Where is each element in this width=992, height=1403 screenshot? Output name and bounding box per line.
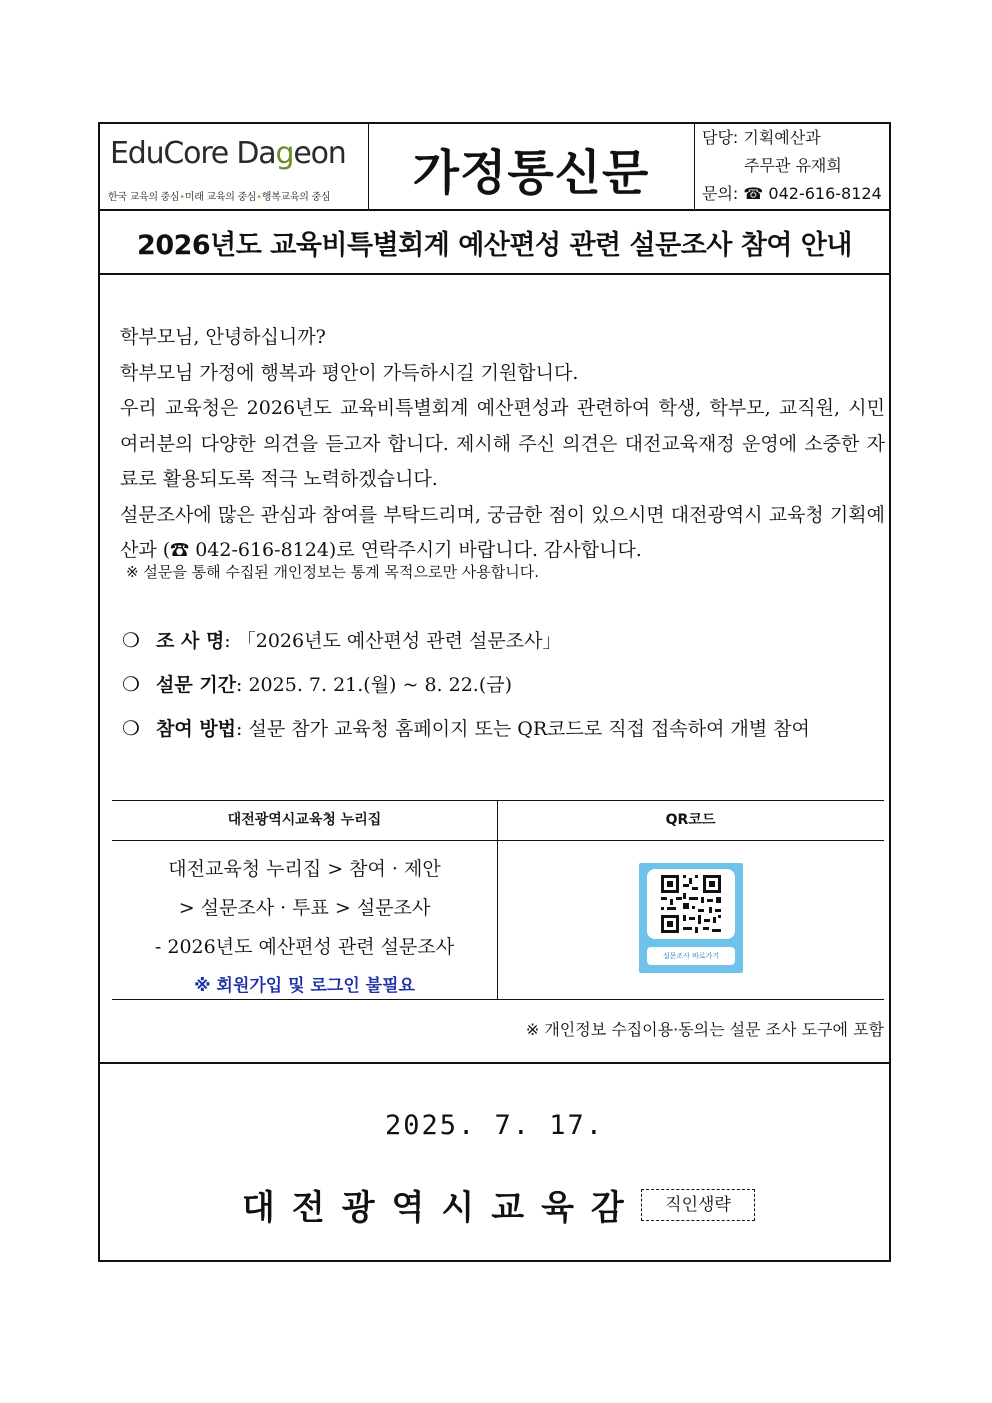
contact-paragraph: 설문조사에 많은 관심과 참여를 부탁드리며, 궁금한 점이 있으시면 대전광역시 교육청 기획예산과 (☎ 042-616-8124)로 연락주시기 바랍니다. 감사합니다. (120, 503, 885, 561)
privacy-consent-note: ※ 개인정보 수집이용·동의는 설문 조사 도구에 포함 (525, 1020, 884, 1039)
logo-slogan-2: 미래 교육의 중심 (184, 192, 257, 203)
bullet-value: : 「2026년도 예산편성 관련 설문조사」 (224, 630, 562, 652)
purpose-paragraph: 우리 교육청은 2026년도 교육비특별회계 예산편성과 관련하여 학생, 학부모, 교직원, 시민 여러분의 다양한 의견을 듣고자 합니다. 제시해 주신 의견은 대전교육재정 운영에 소중한 자료로 활용되도록 적극 노력하겠습니다. (120, 397, 885, 490)
greeting: 학부모님, 안녕하십니까? (120, 326, 326, 348)
circle-bullet-icon: ❍ (122, 672, 140, 696)
contact-officer: 주무관 유재희 (744, 156, 842, 175)
path-line-3: - 2026년도 예산편성 관련 설문조사 (154, 936, 455, 958)
bullet-participation-method (122, 714, 810, 741)
qr-caption: 설문조사 바로가기 (647, 947, 735, 965)
page-title: 가정통신문 (412, 145, 650, 201)
bullet-label: 조 사 명 (156, 630, 225, 652)
bullet-value: : 설문 참가 교육청 홈페이지 또는 QR코드로 직접 접속하여 개별 참여 (236, 718, 810, 740)
circle-bullet-icon: ❍ (122, 716, 140, 740)
issue-date: 2025. 7. 17. (384, 1110, 605, 1141)
bullet-survey-period (122, 670, 512, 697)
logo-slogan-3: 행복교육의 중심 (261, 192, 331, 203)
logo-wordmark-part1: EduCore Da (110, 136, 276, 171)
table-header-border (112, 840, 884, 841)
contact-department: 담당: 기획예산과 (702, 128, 821, 147)
notice-subtitle: 2026년도 교육비특별회계 예산편성 관련 설문조사 참여 안내 (137, 230, 852, 261)
dot-icon: • (256, 192, 262, 203)
logo-slogan (108, 188, 330, 203)
dot-icon: • (179, 192, 185, 203)
bullet-label: 설문 기간 (156, 674, 237, 696)
path-line-2: > 설문조사 · 투표 > 설문조사 (178, 897, 431, 919)
seal-omitted-stamp: 직인생략 (641, 1189, 755, 1221)
subtitle-row (100, 209, 889, 275)
logo-wordmark (110, 136, 346, 171)
qr-code[interactable] (639, 863, 743, 973)
logo-wordmark-part3: eon (293, 136, 346, 171)
signature-section (100, 1062, 889, 1264)
bullet-survey-name (122, 626, 561, 653)
bullet-value: : 2025. 7. 21.(월) ~ 8. 22.(금) (236, 674, 513, 696)
title-cell (368, 124, 695, 209)
table-header-website: 대전광역시교육청 누리집 (227, 812, 382, 828)
wish-paragraph: 학부모님 가정에 행복과 평안이 가득하시길 기원합니다. (120, 361, 579, 384)
table-header-qr: QR코드 (665, 812, 716, 828)
contact-info (694, 124, 889, 209)
access-table (112, 800, 884, 1000)
bullet-label: 참여 방법 (156, 718, 237, 740)
contact-phone: 문의: ☎ 042-616-8124 (702, 184, 882, 203)
logo (100, 124, 369, 209)
path-line-1: 대전교육청 누리집 > 참여 · 제안 (168, 858, 441, 880)
header-row (100, 124, 889, 211)
website-path (112, 850, 497, 1006)
notice-frame (98, 122, 891, 1262)
issuer-name: 대전광역시교육감 (242, 1188, 641, 1228)
privacy-note: ※ 설문을 통해 수집된 개인정보는 통계 목적으로만 사용합니다. (126, 563, 539, 581)
notice-body (120, 320, 885, 569)
circle-bullet-icon: ❍ (122, 628, 140, 652)
qr-code-image (647, 869, 735, 939)
logo-wordmark-part2: g (275, 136, 294, 171)
qr-pattern-icon (647, 869, 735, 939)
logo-slogan-1: 한국 교육의 중심 (108, 192, 180, 203)
no-login-note: ※ 회원가입 및 로그인 불필요 (194, 976, 415, 996)
